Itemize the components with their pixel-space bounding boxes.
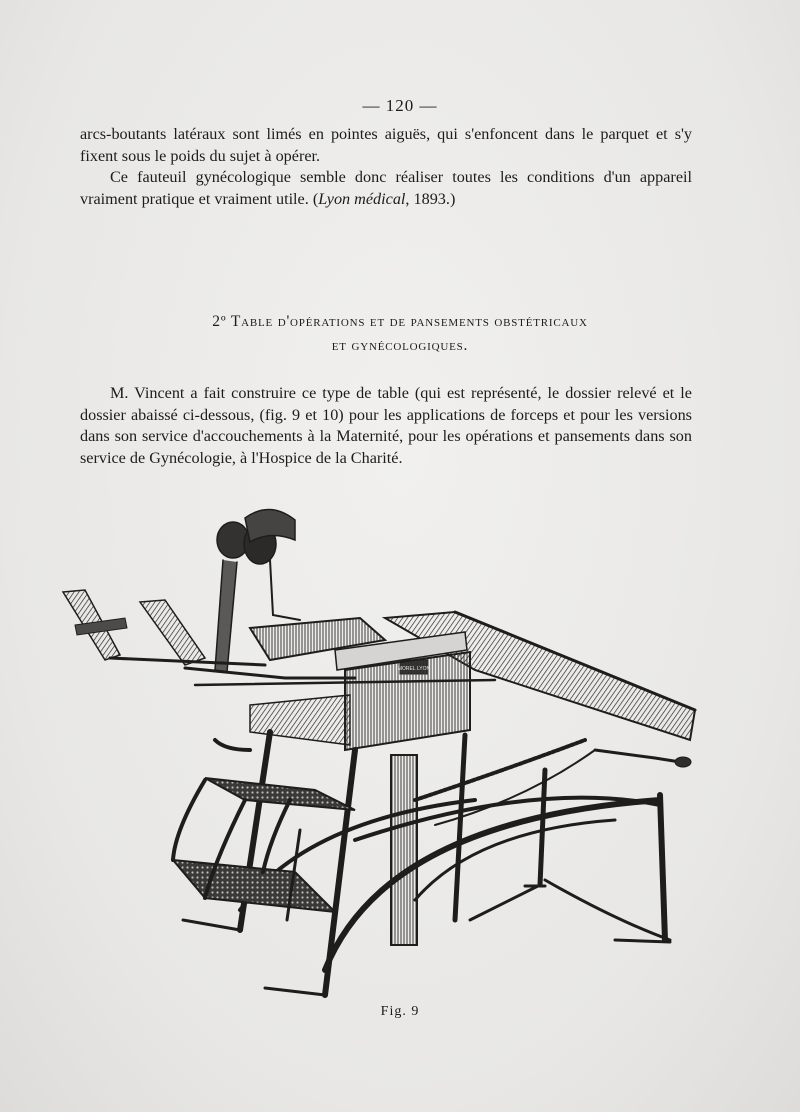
maker-plate-text: MOREL LYON xyxy=(397,666,431,672)
section-heading-line-1: 2º Table d'opérations et de pansements obstétricaux xyxy=(212,313,588,330)
paragraph-conclusion: Ce fauteuil gynécologique semble donc réaliser toutes les conditions d'un appareil vraiment pratique et vraiment utile. (Lyon médical, 1893.) xyxy=(80,168,692,208)
figure-illustration xyxy=(55,500,755,1005)
section-heading-line-2: et gynécologiques. xyxy=(331,337,469,354)
section-heading xyxy=(80,310,720,358)
page-number: — 120 — xyxy=(362,96,438,115)
operating-table-engraving xyxy=(55,500,755,1005)
figure-caption: Fig. 9 xyxy=(380,1004,420,1019)
citation-journal: Lyon médical xyxy=(318,189,406,208)
paragraph-description: M. Vincent a fait construire ce type de table (qui est représenté, le dossier relevé et le dossier abaissé ci-dessous, (fig. 9 et 10) pour les applications de forceps et pour les versions dans son service d'accouchements à la Maternité, pour les opérations et pansements dans son service de Gynécologie, à l'Hospice de la Charité. xyxy=(80,384,692,467)
body-text xyxy=(80,383,692,469)
paragraph-continuation: arcs-boutants latéraux sont limés en pointes aiguës, qui s'enfoncent dans le parquet et s'y fixent sous le poids du sujet à opérer. xyxy=(80,125,692,165)
intro-text xyxy=(80,124,692,210)
